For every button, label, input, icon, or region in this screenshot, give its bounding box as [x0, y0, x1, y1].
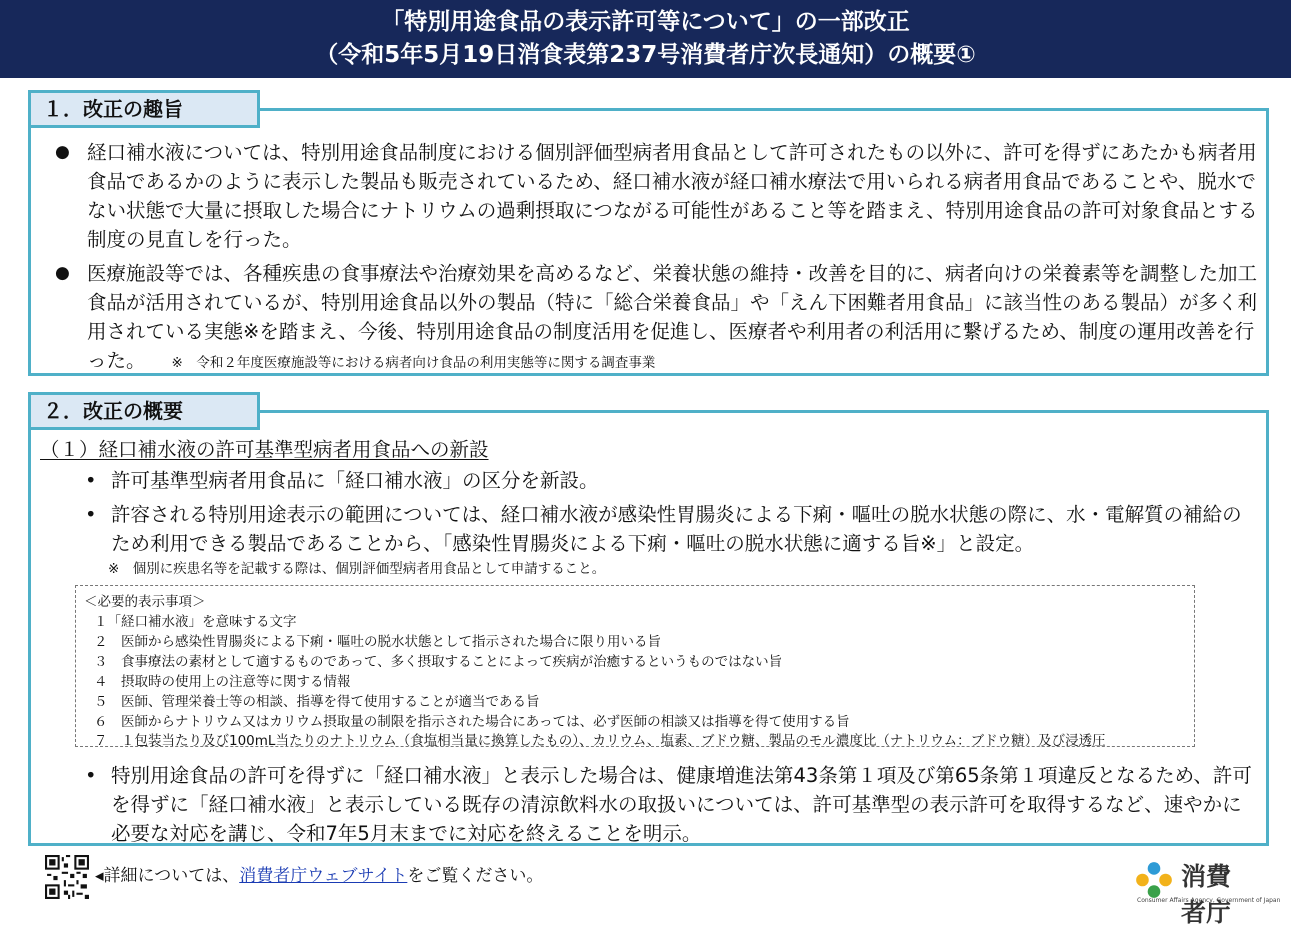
requirement-item: １「経口補水液」を意味する文字 [94, 614, 297, 630]
footer [45, 855, 1281, 927]
required-labeling-title: ＜必要的表示事項＞ [84, 594, 206, 610]
requirement-item: ４ 摂取時の使用上の注意等に関する情報 [94, 674, 351, 690]
footer-prefix: ◂詳細については、 [95, 866, 240, 886]
section-2-bullet-2 [85, 500, 1265, 558]
section-2-bullet-3 [85, 761, 1265, 845]
bullet-text-body: 医療施設等では、各種疾患の食事療法や治療効果を高めるなど、栄養状態の維持・改善を目的に、病者向けの栄養素等を調整した加工食品が活用されているが、特別用途食品以外の製品（特に「総合栄養食品」や「えん下困難者用食品」に該当性のある製品）が多く利用されている実態※を踏まえ、今後、特別用途食品の制度活用を促進し、医療者や利用者の利活用に繋げるため、制度の運用改善を行った。 [87, 262, 1258, 372]
caa-logo-subtitle: Consumer Affairs Agency, Government of Japan [1137, 897, 1281, 904]
subheading-oral-rehydration: （１）経口補水液の許可基準型病者用食品への新設 [40, 438, 489, 461]
title-line-2: （令和5年5月19日消食表第237号消費者庁次長通知）の概要① [315, 42, 976, 68]
bullet-text: 許可基準型病者用食品に「経口補水液」の区分を新設。 [111, 469, 599, 492]
survey-footnote: ※ 令和２年度医療施設等における病者向け食品の利用実態等に関する調査事業 [171, 355, 656, 371]
requirement-item: ７ １包装当たり及び100mL当たりのナトリウム（食塩相当量に換算したもの）、カリウム、塩素、ブドウ糖、製品のモル濃度比（ナトリウム：ブドウ糖）及び浸透圧 [94, 733, 1106, 749]
bullet-text: 経口補水液については、特別用途食品制度における個別評価型病者用食品として許可されたもの以外に、許可を得ずにあたかも病者用食品であるかのように表示した製品も販売されているため、経口補水液が経口補水療法で用いられる病者用食品であることや、脱水でない状態で大量に摂取した場合にナトリウムの過剰摂取につながる可能性があること等を踏まえ、特別用途食品の許可対象食品とする制度の見直しを行った。 [87, 141, 1258, 251]
required-labeling-box [75, 585, 1195, 747]
caa-logo-name: 消費者庁 [1181, 862, 1232, 927]
disease-name-note: ※ 個別に疾患名等を記載する際は、個別評価型病者用食品として申請すること。 [108, 561, 606, 577]
bullet-text: 許容される特別用途表示の範囲については、経口補水液が感染性胃腸炎による下痢・嘔吐の脱水状態の際に、水・電解質の補給のため利用できる製品であることから、「感染性胃腸炎による下痢・嘔吐の脱水状態に適する旨※」と設定。 [111, 503, 1242, 555]
bullet-text: 特別用途食品の許可を得ずに「経口補水液」と表示した場合は、健康増進法第43条第１項及び第65条第１項違反となるため、許可を得ずに「経口補水液」と表示している既存の清涼飲料水の取扱いについては、許可基準型の表示許可を取得するなど、速やかに必要な対応を講じ、令和7年5月末までに対応を終えることを明示。 [111, 764, 1252, 845]
qr-code-icon[interactable] [45, 855, 89, 899]
section-2-label: ２．改正の概要 [28, 392, 260, 430]
bullet-text [87, 259, 1267, 378]
page-header [0, 0, 1291, 78]
bullet-dot: ● [55, 142, 70, 162]
bullet-dot: • [85, 764, 97, 787]
footer-text [95, 861, 543, 886]
section-2-bullet-1 [85, 466, 1265, 496]
caa-logo-icon [1133, 859, 1175, 901]
bullet-dot: • [85, 503, 97, 526]
requirement-item: ３ 食事療法の素材として適するものであって、多く摂取することによって疾病が治癒するというものではない旨 [94, 654, 783, 670]
section-1-bullet-1 [55, 138, 1265, 254]
section-1-label: １．改正の趣旨 [28, 90, 260, 128]
bullet-dot: ● [55, 263, 70, 283]
footer-suffix: をご覧ください。 [407, 866, 544, 886]
requirement-item: ２ 医師から感染性胃腸炎による下痢・嘔吐の脱水状態として指示された場合に限り用いる旨 [94, 634, 661, 650]
title-line-1: 「特別用途食品の表示許可等について」の一部改正 [381, 9, 910, 35]
requirement-item: ５ 医師、管理栄養士等の相談、指導を得て使用することが適当である旨 [94, 694, 540, 710]
section-1-bullet-2 [55, 259, 1265, 375]
requirement-item: ６ 医師からナトリウム又はカリウム摂取量の制限を指示された場合にあっては、必ず医師の相談又は指導を得て使用する旨 [94, 714, 850, 730]
caa-website-link[interactable]: 消費者庁ウェブサイト [239, 866, 408, 886]
bullet-dot: • [85, 469, 97, 492]
